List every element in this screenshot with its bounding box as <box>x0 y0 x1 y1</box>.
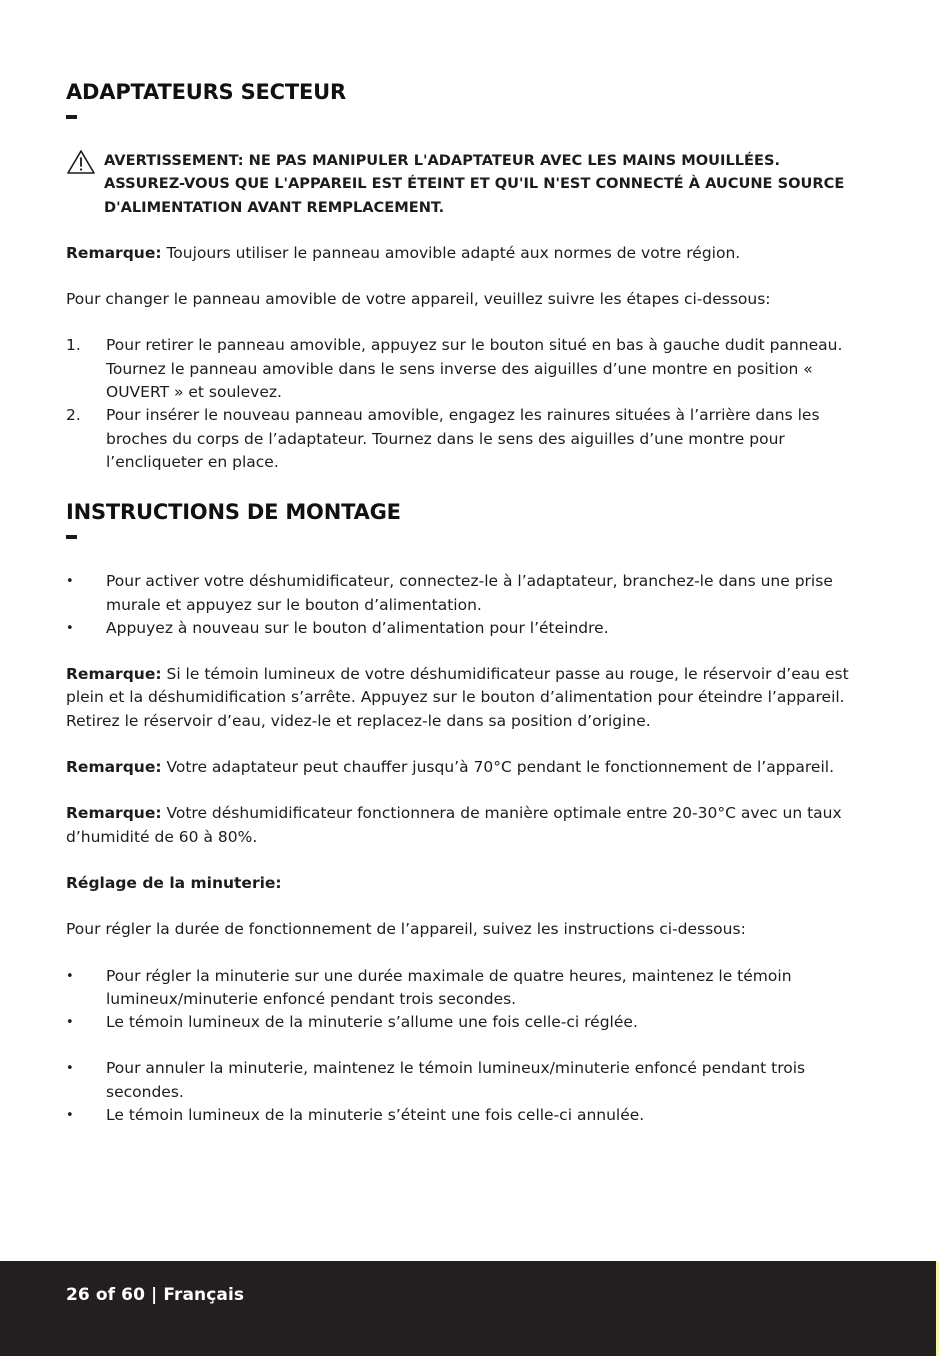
assembly-bullets <box>66 570 866 640</box>
page-number: 26 of 60 | Français <box>66 1285 245 1305</box>
bullet: • <box>66 1061 74 1077</box>
warning-text: AVERTISSEMENT: NE PAS MANIPULER L'ADAPTATEUR AVEC LES MAINS MOUILLÉES. ASSUREZ-VOUS QUE L'APPAREIL EST ÉTEINT ET QU'IL N'EST CONNECTÉ À AUCUNE SOURCE D'ALIMENTATION AVANT REMPLACEMENT. <box>104 152 845 216</box>
note-label: Remarque: <box>66 758 162 777</box>
warning-block <box>66 149 866 219</box>
timer-bullets-cancel <box>66 1057 866 1127</box>
list-item <box>66 965 866 1012</box>
bullet-text: Le témoin lumineux de la minuterie s’éteint une fois celle-ci annulée. <box>106 1106 645 1125</box>
timer-heading <box>66 872 866 895</box>
list-item <box>66 617 866 640</box>
note-text: Votre adaptateur peut chauffer jusqu’à 70°C pendant le fonctionnement de l’appareil. <box>161 758 834 777</box>
title-dash <box>66 535 77 539</box>
section-title-montage: INSTRUCTIONS DE MONTAGE <box>66 500 401 525</box>
bullet-text: Le témoin lumineux de la minuterie s’allume une fois celle-ci réglée. <box>106 1013 638 1032</box>
list-item <box>66 570 866 617</box>
step-number: 1. <box>66 336 81 355</box>
step-number: 2. <box>66 406 81 425</box>
steps-intro: Pour changer le panneau amovible de votre appareil, veuillez suivre les étapes ci-dessous: <box>66 290 771 309</box>
page-footer <box>0 1261 939 1356</box>
document-content <box>66 78 866 1127</box>
bullet: • <box>66 574 74 590</box>
bullet-text: Appuyez à nouveau sur le bouton d’alimentation pour l’éteindre. <box>106 618 609 637</box>
list-item <box>66 1011 866 1034</box>
note-text: Si le témoin lumineux de votre déshumidificateur passe au rouge, le réservoir d’eau est plein et la déshumidification s’arrête. Appuyez sur le bouton d’alimentation pour éteindre l’appareil. Retirez le réservoir d’eau, videz-le et replacez-le dans sa position d’origine. <box>66 665 849 730</box>
warning-triangle-icon <box>66 149 96 175</box>
list-item <box>66 1104 866 1127</box>
note-region <box>66 242 866 265</box>
bullet: • <box>66 968 74 984</box>
note-label: Remarque: <box>66 243 162 262</box>
note-text: Toujours utiliser le panneau amovible adapté aux normes de votre région. <box>161 243 741 262</box>
note-label: Remarque: <box>66 804 162 823</box>
note-adapter-heat <box>66 756 866 779</box>
note-label: Remarque: <box>66 665 162 684</box>
note-text: Votre déshumidificateur fonctionnera de manière optimale entre 20-30°C avec un taux d’humidité de 60 à 80%. <box>66 804 842 846</box>
bullet-text: Pour annuler la minuterie, maintenez le témoin lumineux/minuterie enfoncé pendant trois secondes. <box>106 1059 806 1101</box>
step-text: Pour insérer le nouveau panneau amovible, engagez les rainures situées à l’arrière dans les broches du corps de l’adaptateur. Tournez dans le sens des aiguilles d’une montre pour l’encliqueter en place. <box>106 406 820 471</box>
bullet-text: Pour activer votre déshumidificateur, connectez-le à l’adaptateur, branchez-le dans une prise murale et appuyez sur le bouton d’alimentation. <box>106 572 833 614</box>
list-item <box>66 1057 866 1104</box>
list-item <box>66 404 866 474</box>
bullet: • <box>66 620 74 636</box>
list-item <box>66 334 866 404</box>
note-full-tank <box>66 663 866 733</box>
bullet: • <box>66 1015 74 1031</box>
step-text: Pour retirer le panneau amovible, appuyez sur le bouton situé en bas à gauche dudit panneau. Tournez le panneau amovible dans le sens inverse des aiguilles d’une montre en position « OUVERT » et soulevez. <box>106 336 843 402</box>
note-optimal <box>66 802 866 849</box>
bullet: • <box>66 1108 74 1124</box>
timer-bullets-set <box>66 965 866 1035</box>
timer-heading-text: Réglage de la minuterie: <box>66 873 282 892</box>
bullet-text: Pour régler la minuterie sur une durée maximale de quatre heures, maintenez le témoin lumineux/minuterie enfoncé pendant trois secondes. <box>106 966 792 1008</box>
title-dash <box>66 115 77 119</box>
steps-list <box>66 334 866 474</box>
section-title-adaptateurs: ADAPTATEURS SECTEUR <box>66 80 346 104</box>
timer-intro: Pour régler la durée de fonctionnement de l’appareil, suivez les instructions ci-dessous: <box>66 920 746 939</box>
